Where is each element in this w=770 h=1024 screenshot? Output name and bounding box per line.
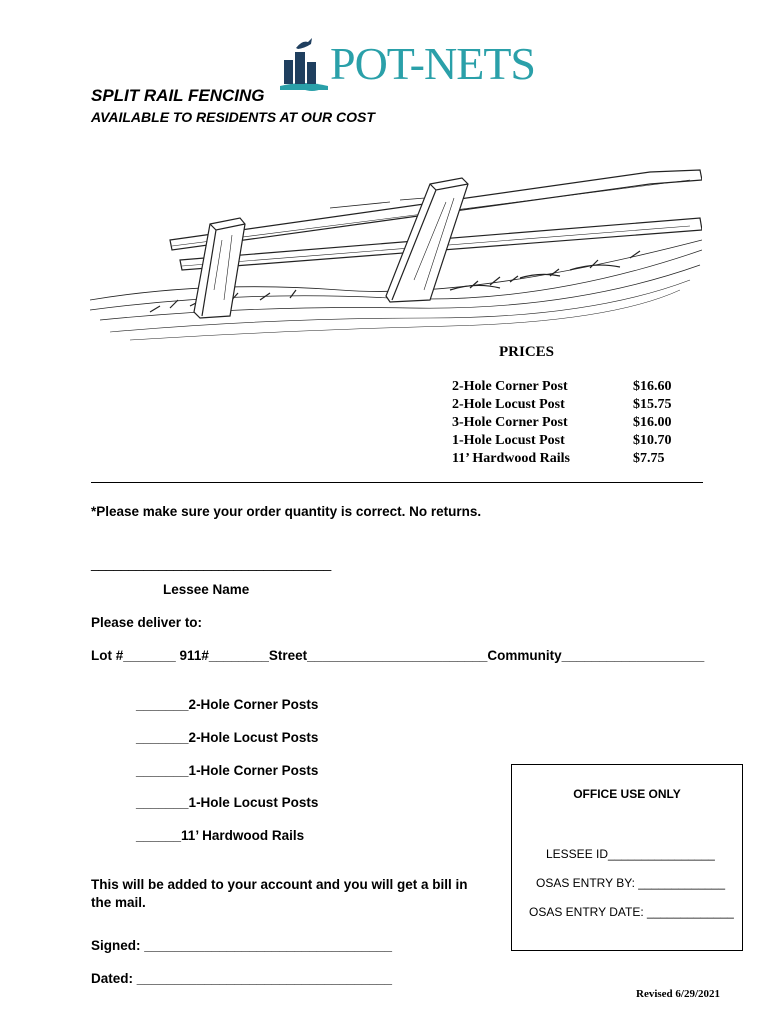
signed-field[interactable]: Signed: _________________________________ bbox=[91, 938, 393, 953]
office-use-title: OFFICE USE ONLY bbox=[573, 787, 681, 801]
price-row bbox=[452, 450, 672, 468]
price-row bbox=[452, 414, 672, 432]
address-fields[interactable]: Lot #_______ 911#________Street________________________Community___________________ bbox=[91, 648, 705, 663]
price-item-name: 3-Hole Corner Post bbox=[452, 415, 568, 430]
page-subtitle: AVAILABLE TO RESIDENTS AT OUR COST bbox=[91, 109, 375, 125]
dated-field[interactable]: Dated: __________________________________ bbox=[91, 971, 393, 986]
order-line-1-hole-corner[interactable]: _______1-Hole Corner Posts bbox=[136, 763, 319, 778]
price-row bbox=[452, 396, 672, 414]
osas-entry-by-field[interactable]: OSAS ENTRY BY: _____________ bbox=[536, 876, 726, 890]
price-row bbox=[452, 432, 672, 450]
deliver-to-label: Please deliver to: bbox=[91, 615, 203, 630]
price-item-price: $16.00 bbox=[633, 415, 672, 430]
bill-note-line-1: This will be added to your account and you will get a bill in bbox=[91, 877, 468, 892]
lighthouse-bird-icon bbox=[278, 36, 330, 92]
price-item-price: $15.75 bbox=[633, 397, 672, 412]
pot-nets-logo bbox=[278, 36, 535, 92]
lessee-id-field[interactable]: LESSEE ID________________ bbox=[546, 847, 715, 861]
price-item-name: 2-Hole Corner Post bbox=[452, 379, 568, 394]
order-line-1-hole-locust[interactable]: _______1-Hole Locust Posts bbox=[136, 795, 319, 810]
price-table bbox=[452, 378, 672, 468]
lessee-name-label: Lessee Name bbox=[163, 582, 250, 597]
price-item-name: 11’ Hardwood Rails bbox=[452, 451, 570, 466]
price-item-price: $7.75 bbox=[633, 451, 665, 466]
order-line-hardwood-rails[interactable]: ______11’ Hardwood Rails bbox=[136, 828, 305, 843]
price-item-name: 1-Hole Locust Post bbox=[452, 433, 565, 448]
osas-entry-date-field[interactable]: OSAS ENTRY DATE: _____________ bbox=[529, 905, 734, 919]
price-item-price: $16.60 bbox=[633, 379, 672, 394]
prices-heading: PRICES bbox=[499, 344, 555, 360]
order-line-2-hole-locust[interactable]: _______2-Hole Locust Posts bbox=[136, 730, 319, 745]
no-returns-notice: *Please make sure your order quantity is correct. No returns. bbox=[91, 504, 482, 519]
price-item-name: 2-Hole Locust Post bbox=[452, 397, 565, 412]
page-title: SPLIT RAIL FENCING bbox=[91, 86, 265, 105]
price-row bbox=[452, 378, 672, 396]
lessee-name-line[interactable]: ________________________________ bbox=[91, 556, 332, 571]
split-rail-fence-illustration bbox=[90, 140, 702, 350]
order-line-2-hole-corner[interactable]: _______2-Hole Corner Posts bbox=[136, 697, 319, 712]
section-divider bbox=[91, 482, 703, 483]
bill-note-line-2: the mail. bbox=[91, 895, 146, 910]
office-use-box bbox=[511, 764, 743, 951]
price-item-price: $10.70 bbox=[633, 433, 672, 448]
revised-date: Revised 6/29/2021 bbox=[636, 988, 721, 1000]
logo-wordmark: POT-NETS bbox=[330, 38, 535, 89]
